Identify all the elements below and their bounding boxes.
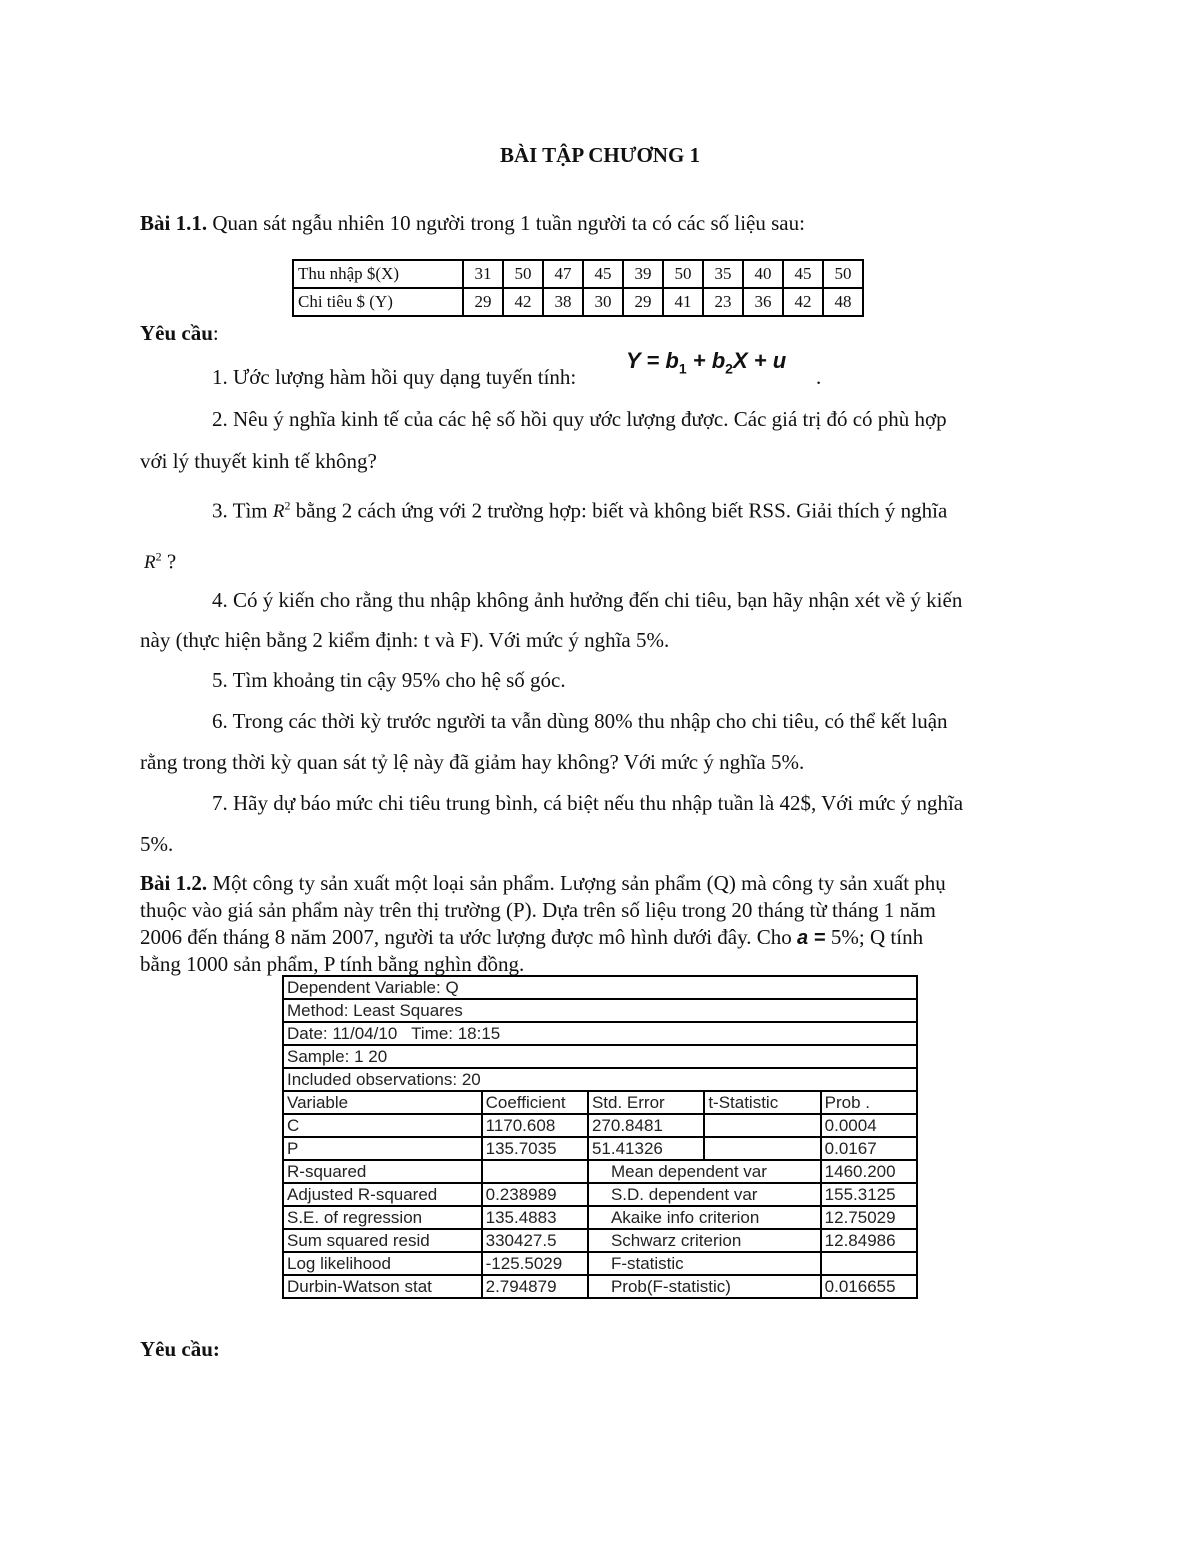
- sample: Sample: 1 20: [283, 1045, 917, 1068]
- ex2-line3-post: 5%; Q tính: [830, 925, 924, 949]
- table-cell: 135.4883: [482, 1206, 588, 1229]
- table-cell: 29: [623, 288, 663, 316]
- table-cell: 0.0004: [821, 1114, 917, 1137]
- requirements-label: Yêu cầu: [140, 321, 213, 345]
- table-cell: 0.238989: [482, 1183, 588, 1206]
- table-cell: 30: [583, 288, 623, 316]
- table-cell: 29: [463, 288, 503, 316]
- table-cell: 39: [623, 260, 663, 288]
- r-sup: 2: [155, 550, 162, 564]
- table-cell: 0.0167: [821, 1137, 917, 1160]
- dependent-variable: Dependent Variable: Q: [283, 976, 917, 999]
- included-observations: Included observations: 20: [283, 1068, 917, 1091]
- requirements-heading: [140, 320, 219, 346]
- ex2-line2: thuộc vào giá sản phẩm này trên thị trường (P). Dựa trên số liệu trong 20 tháng từ tháng 1 năm: [140, 898, 936, 922]
- question-3-pre: 3. Tìm: [212, 498, 273, 523]
- question-7-line2: 5%.: [140, 832, 174, 856]
- question-6-line2: rằng trong thời kỳ quan sát tỷ lệ này đã giảm hay không? Với mức ý nghĩa 5%.: [140, 750, 805, 774]
- table-row: [283, 1160, 917, 1183]
- table-cell: 45: [783, 260, 823, 288]
- table-cell: Durbin-Watson stat: [283, 1275, 482, 1298]
- table-row: [283, 1183, 917, 1206]
- table-cell: 155.3125: [821, 1183, 917, 1206]
- r-squared-symbol: [273, 501, 291, 522]
- ex1-label: Bài 1.1.: [140, 211, 208, 235]
- table-cell: Prob(F-statistic): [588, 1275, 821, 1298]
- r-base: R: [144, 552, 156, 574]
- table-header-row: [283, 1091, 917, 1114]
- table-cell: 47: [543, 260, 583, 288]
- table-cell: 330427.5: [482, 1229, 588, 1252]
- table-cell: -125.5029: [482, 1252, 588, 1275]
- question-3-end: ?: [161, 549, 177, 574]
- r-sup: 2: [284, 499, 291, 513]
- ex2-label: Bài 1.2.: [140, 871, 208, 895]
- table-row: [283, 1252, 917, 1275]
- table-row: [283, 1045, 917, 1068]
- table-cell: 50: [663, 260, 703, 288]
- table-cell: [821, 1252, 917, 1275]
- table-row: [283, 1206, 917, 1229]
- question-6-line1: 6. Trong các thời kỳ trước người ta vẫn dùng 80% thu nhập cho chi tiêu, có thể kết luận: [212, 709, 948, 733]
- question-3-line2: [144, 544, 176, 576]
- formula-u: + u: [747, 348, 787, 373]
- table-cell: 42: [783, 288, 823, 316]
- regression-formula: [626, 348, 786, 376]
- formula-plus: +: [686, 348, 712, 373]
- table-cell: 135.7035: [482, 1137, 588, 1160]
- question-1-end: .: [816, 365, 822, 389]
- table-row: [283, 1137, 917, 1160]
- question-4-line1: 4. Có ý kiến cho rằng thu nhập không ảnh hưởng đến chi tiêu, bạn hãy nhận xét về ý kiến: [212, 588, 963, 612]
- alpha-symbol: a =: [797, 927, 831, 949]
- table-cell: 1460.200: [821, 1160, 917, 1183]
- table-cell: P: [283, 1137, 482, 1160]
- table-cell: 48: [823, 288, 863, 316]
- table-cell: 1170.608: [482, 1114, 588, 1137]
- table-row: [283, 1114, 917, 1137]
- question-4-line2: này (thực hiện bằng 2 kiểm định: t và F). Với mức ý nghĩa 5%.: [140, 628, 670, 652]
- table-cell: 12.75029: [821, 1206, 917, 1229]
- column-header: Coefficient: [482, 1091, 588, 1114]
- table-cell: 38: [543, 288, 583, 316]
- question-5: 5. Tìm khoảng tin cậy 95% cho hệ số góc.: [212, 668, 566, 692]
- method: Method: Least Squares: [283, 999, 917, 1022]
- row-label-spending: Chi tiêu $ (Y): [293, 288, 463, 316]
- table-cell: 0.016655: [821, 1275, 917, 1298]
- formula-eq: =: [640, 348, 666, 373]
- question-1: [212, 364, 576, 390]
- regression-output-table: [282, 975, 918, 1299]
- table-cell: 51.41326: [588, 1137, 704, 1160]
- requirements-colon: :: [212, 321, 219, 345]
- table-row: [283, 1275, 917, 1298]
- table-row: [293, 288, 863, 316]
- table-cell: 270.8481: [588, 1114, 704, 1137]
- question-7-line1: 7. Hãy dự báo mức chi tiêu trung bình, cá biệt nếu thu nhập tuần là 42$, Với mức ý nghĩa: [212, 791, 964, 815]
- table-cell: 23: [703, 288, 743, 316]
- table-cell: 31: [463, 260, 503, 288]
- column-header: Prob .: [821, 1091, 917, 1114]
- ex2-line3: [140, 924, 923, 951]
- question-2-line1: 2. Nêu ý nghĩa kinh tế của các hệ số hồi quy ước lượng được. Các giá trị đó có phù hợp: [212, 407, 947, 431]
- table-row: [283, 999, 917, 1022]
- table-cell: Mean dependent var: [588, 1160, 821, 1183]
- ex2-line1: [140, 870, 946, 896]
- table-cell: S.E. of regression: [283, 1206, 482, 1229]
- table-cell: 35: [703, 260, 743, 288]
- table-cell: 50: [503, 260, 543, 288]
- table-cell: 40: [743, 260, 783, 288]
- row-label-income: Thu nhập $(X): [293, 260, 463, 288]
- table-cell: Log likelihood: [283, 1252, 482, 1275]
- table-cell: 2.794879: [482, 1275, 588, 1298]
- r-base: R: [272, 501, 285, 523]
- table-cell: Adjusted R-squared: [283, 1183, 482, 1206]
- ex2-line3-pre: 2006 đến tháng 8 năm 2007, người ta ước lượng được mô hình dưới đây. Cho: [140, 925, 797, 949]
- ex2-line4: bằng 1000 sản phẩm, P tính bằng nghìn đồng.: [140, 952, 525, 976]
- table-cell: 50: [823, 260, 863, 288]
- ex1-intro: [140, 210, 805, 236]
- column-header: Variable: [283, 1091, 482, 1114]
- table-cell: [704, 1137, 820, 1160]
- ex1-intro-text: Quan sát ngẫu nhiên 10 người trong 1 tuần người ta có các số liệu sau:: [207, 211, 805, 235]
- formula-sub2: 2: [725, 360, 733, 377]
- table-cell: Akaike info criterion: [588, 1206, 821, 1229]
- table-cell: F-statistic: [588, 1252, 821, 1275]
- table-cell: Sum squared resid: [283, 1229, 482, 1252]
- question-3-post: bằng 2 cách ứng với 2 trường hợp: biết và không biết RSS. Giải thích ý nghĩa: [290, 498, 948, 523]
- table-cell: Schwarz criterion: [588, 1229, 821, 1252]
- date-time: Date: 11/04/10 Time: 18:15: [283, 1022, 917, 1045]
- table-row: [283, 1229, 917, 1252]
- column-header: Std. Error: [588, 1091, 704, 1114]
- page-title: BÀI TẬP CHƯƠNG 1: [499, 143, 701, 167]
- table-cell: 42: [503, 288, 543, 316]
- table-cell: [704, 1114, 820, 1137]
- column-header: t-Statistic: [704, 1091, 820, 1114]
- table-row: [283, 1068, 917, 1091]
- ex2-requirements-heading: Yêu cầu:: [140, 1337, 220, 1361]
- table-cell: 12.84986: [821, 1229, 917, 1252]
- ex2-line1-text: Một công ty sản xuất một loại sản phẩm. Lượng sản phẩm (Q) mà công ty sản xuất phụ: [207, 871, 946, 895]
- formula-b2: b: [711, 348, 726, 373]
- table-cell: 45: [583, 260, 623, 288]
- r-squared-symbol: [144, 552, 162, 573]
- table-cell: C: [283, 1114, 482, 1137]
- table-cell: S.D. dependent var: [588, 1183, 821, 1206]
- formula-x: X: [732, 348, 748, 373]
- table-cell: 36: [743, 288, 783, 316]
- table-row: [283, 1022, 917, 1045]
- table-cell: R-squared: [283, 1160, 482, 1183]
- table-cell: [482, 1160, 588, 1183]
- formula-b1: b: [665, 348, 679, 373]
- income-spending-table: [292, 259, 864, 317]
- table-row: [293, 260, 863, 288]
- formula-y: Y: [626, 348, 641, 373]
- formula-sub1: 1: [678, 360, 687, 377]
- question-2-line2: với lý thuyết kinh tế không?: [140, 449, 377, 473]
- question-1-text: 1. Ước lượng hàm hồi quy dạng tuyến tính:: [212, 365, 577, 389]
- question-3-line1: [212, 493, 947, 525]
- table-row: [283, 976, 917, 999]
- table-cell: 41: [663, 288, 703, 316]
